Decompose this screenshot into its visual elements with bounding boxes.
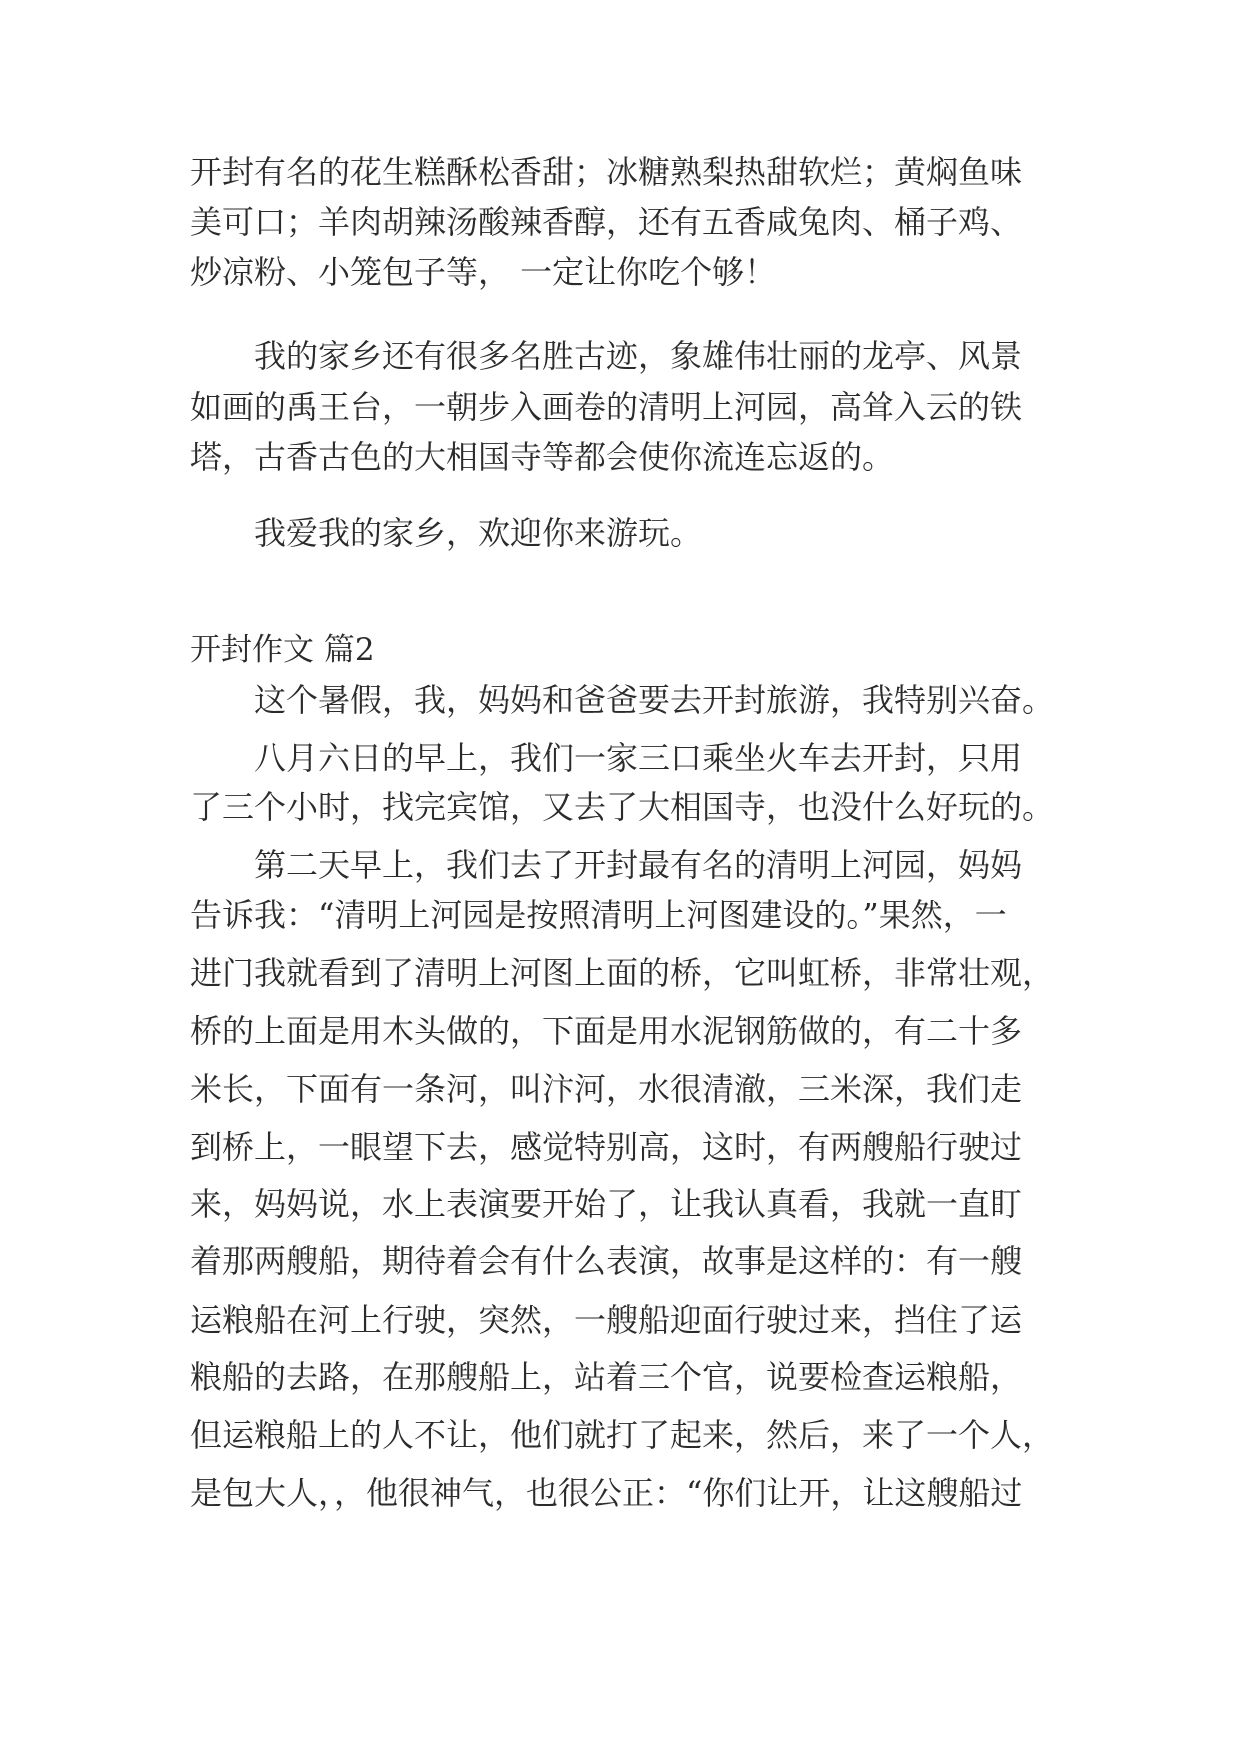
paragraph-line: 着那两艘船，期待着会有什么表演，故事是这样的：有一艘 — [190, 1242, 1023, 1280]
paragraph-line: 米长，下面有一条河，叫汴河，水很清澈，三米深，我们走 — [190, 1070, 1023, 1108]
paragraph-line: 是包大人，，他很神气，也很公正：“你们让开，让这艘船过 — [190, 1474, 1023, 1512]
paragraph-line: 桥的上面是用木头做的，下面是用水泥钢筋做的，有二十多 — [190, 1012, 1023, 1050]
paragraph-line: 第二天早上，我们去了开封最有名的清明上河园，妈妈 — [254, 846, 1023, 884]
paragraph-line: 进门我就看到了清明上河图上面的桥，它叫虹桥，非常壮观， — [190, 954, 1055, 992]
paragraph-line: 这个暑假，我，妈妈和爸爸要去开封旅游，我特别兴奋。 — [254, 681, 1055, 719]
paragraph-line: 炒凉粉、小笼包子等， 一定让你吃个够！ — [190, 253, 777, 291]
paragraph-line: 我爱我的家乡，欢迎你来游玩。 — [254, 514, 703, 552]
paragraph-line: 开封有名的花生糕酥松香甜；冰糖熟梨热甜软烂；黄焖鱼味 — [190, 153, 1023, 191]
paragraph-line: 粮船的去路，在那艘船上，站着三个官，说要检查运粮船， — [190, 1358, 1023, 1396]
paragraph-line: 八月六日的早上，我们一家三口乘坐火车去开封，只用 — [254, 739, 1023, 777]
paragraph-line: 了三个小时，找完宾馆，又去了大相国寺，也没什么好玩的。 — [190, 788, 1055, 826]
paragraph-line: 告诉我：“清明上河园是按照清明上河图建设的。”果然，一 — [190, 896, 1007, 934]
paragraph-line: 塔，古香古色的大相国寺等都会使你流连忘返的。 — [190, 438, 895, 476]
paragraph-line: 运粮船在河上行驶，突然，一艘船迎面行驶过来，挡住了运 — [190, 1301, 1023, 1339]
paragraph-line: 美可口；羊肉胡辣汤酸辣香醇，还有五香咸兔肉、桶子鸡、 — [190, 203, 1023, 241]
paragraph-line: 但运粮船上的人不让，他们就打了起来，然后，来了一个人， — [190, 1416, 1055, 1454]
paragraph-line: 来，妈妈说，水上表演要开始了，让我认真看，我就一直盯 — [190, 1185, 1023, 1223]
paragraph-line: 到桥上，一眼望下去，感觉特别高，这时，有两艘船行驶过 — [190, 1128, 1023, 1166]
paragraph-line: 我的家乡还有很多名胜古迹，象雄伟壮丽的龙亭、风景 — [254, 337, 1023, 375]
section-heading: 开封作文 篇2 — [190, 632, 375, 668]
paragraph-line: 如画的禹王台，一朝步入画卷的清明上河园，高耸入云的铁 — [190, 388, 1023, 426]
